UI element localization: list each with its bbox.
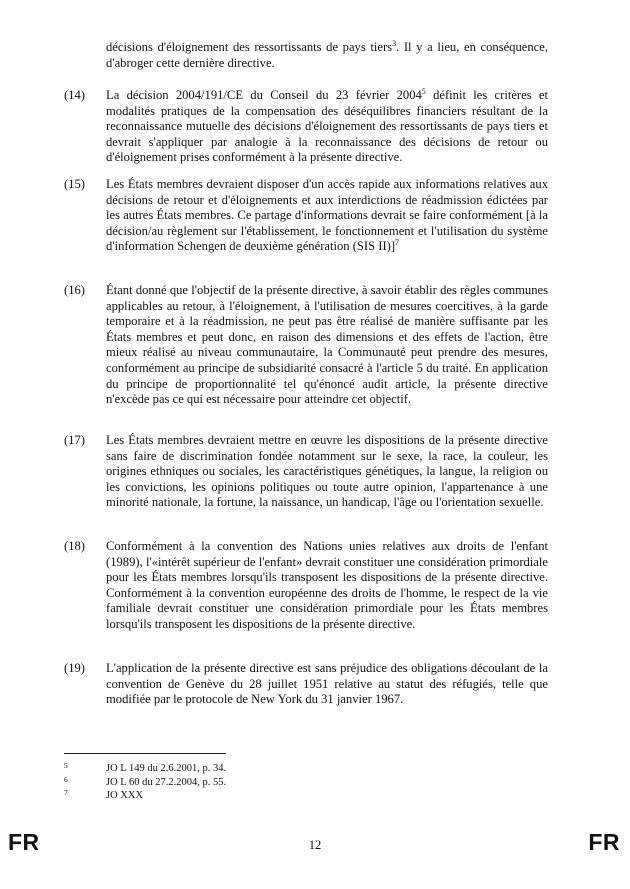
footnote-ref[interactable]: 7 <box>395 238 400 248</box>
paragraph-continuation <box>64 40 548 71</box>
recital-number: (19) <box>64 661 85 675</box>
paragraph-text-main: décisions d'éloignement des ressortissants de pays tiers <box>106 40 393 54</box>
paragraph-text-tail: . Il y a lieu, en conséquence, d'abroger cette dernière directive. <box>106 40 548 70</box>
footnote <box>64 776 464 790</box>
footnote-number: 5 <box>64 761 68 770</box>
footnote-number: 7 <box>64 788 68 797</box>
paragraph-text: Étant donné que l'objectif de la présente directive, à savoir établir des règles communes applicables au retour, à l'éloignement, à l'utilisation de mesures coercitives, à la garde temporaire et à la réadmission, ne peut pas être réalisé de manière suffisante par les États membres et peut donc, en raison des dimensions et des effets de l'action, être mieux réalisé au niveau communautaire, la Communauté peut prendre des mesures, conformément au principe de subsidiarité consacré à l'article 5 du traité. En application du principe de proportionnalité tel qu'énoncé audit article, la présente directive n'excède pas ce qui est nécessaire pour atteindre cet objectif. <box>106 283 548 407</box>
recital-17 <box>64 433 548 511</box>
language-marker-left: FR <box>8 829 40 855</box>
recital-18 <box>64 539 548 633</box>
paragraph-text-main: Les États membres devraient disposer d'un accès rapide aux informations relatives aux décisions de retour et d'éloignements et aux interdictions de réadmission édictées par les autres États membres. Ce partage d'informations devrait se faire conformément [à la décision/au règlement sur l'établissement, le fonctionnement et l'utilisation du système d'information Schengen de deuxième génération (SIS II)] <box>106 177 548 254</box>
language-marker-right: FR <box>588 829 620 855</box>
footnote-ref[interactable]: 3 <box>392 38 397 48</box>
paragraph-text-tail: définit les critères et modalités pratiques de la compensation des déséquilibres financiers résultant de la reconnaissance mutuelle des décisions d'éloignement des ressortissants de pays tiers et devrait s'appliquer par analogie à la reconnaissance des décisions de retour ou d'éloignement prises conformément à la présente directive. <box>106 88 548 165</box>
paragraph-text <box>106 40 548 71</box>
footnote <box>64 762 464 776</box>
footnotes <box>64 762 464 803</box>
recital-number: (17) <box>64 433 85 447</box>
recital-number: (18) <box>64 539 85 553</box>
footnote-text: JO L 149 du 2.6.2001, p. 34. <box>106 763 227 774</box>
recital-16 <box>64 283 548 408</box>
footnote-number: 6 <box>64 774 68 784</box>
recital-14 <box>64 88 548 166</box>
recital-number: (15) <box>64 177 85 191</box>
recital-19 <box>64 661 548 708</box>
paragraph-text <box>106 177 548 255</box>
paragraph-text: Conformément à la convention des Nations unies relatives aux droits de l'enfant (1989), l'«intérêt supérieur de l'enfant» devrait constituer une considération primordiale pour les États membres lorsqu'ils transposent les dispositions de la présente directive. Conformément à la convention européenne des droits de l'homme, le respect de la vie familiale devrait constituer une considération primordiale pour les États membres lorsqu'ils transposent les dispositions de la présente directive. <box>106 539 548 631</box>
paragraph-text-main: La décision 2004/191/CE du Conseil du 23 février 2004 <box>106 88 422 102</box>
paragraph-text: Les États membres devraient mettre en œuvre les dispositions de la présente directive sans faire de discrimination fondée notamment sur le sexe, la race, la couleur, les origines ethniques ou sociales, les caractéristiques génétiques, la langue, la religion ou les convictions, les opinions politiques ou toute autre opinion, l'appartenance à une minorité nationale, la fortune, la naissance, un handicap, l'âge ou l'orientation sexuelle. <box>106 433 548 510</box>
footnote-ref[interactable]: 5 <box>421 86 426 96</box>
footnote-separator <box>64 753 226 754</box>
recital-15 <box>64 177 548 255</box>
footnote-text: JO L 60 du 27.2.2004, p. 55. <box>106 776 227 788</box>
footnote-text: JO XXX <box>106 790 144 801</box>
paragraph-text: L'application de la présente directive est sans préjudice des obligations découlant de la convention de Genève du 28 juillet 1951 relative au statut des réfugiés, telle que modifiée par le protocole de New York du 31 janvier 1967. <box>106 661 548 707</box>
footnote <box>64 789 464 803</box>
recital-number: (14) <box>64 88 85 102</box>
recital-number: (16) <box>64 283 85 297</box>
page-number: 12 <box>308 838 322 852</box>
paragraph-text <box>106 88 548 166</box>
